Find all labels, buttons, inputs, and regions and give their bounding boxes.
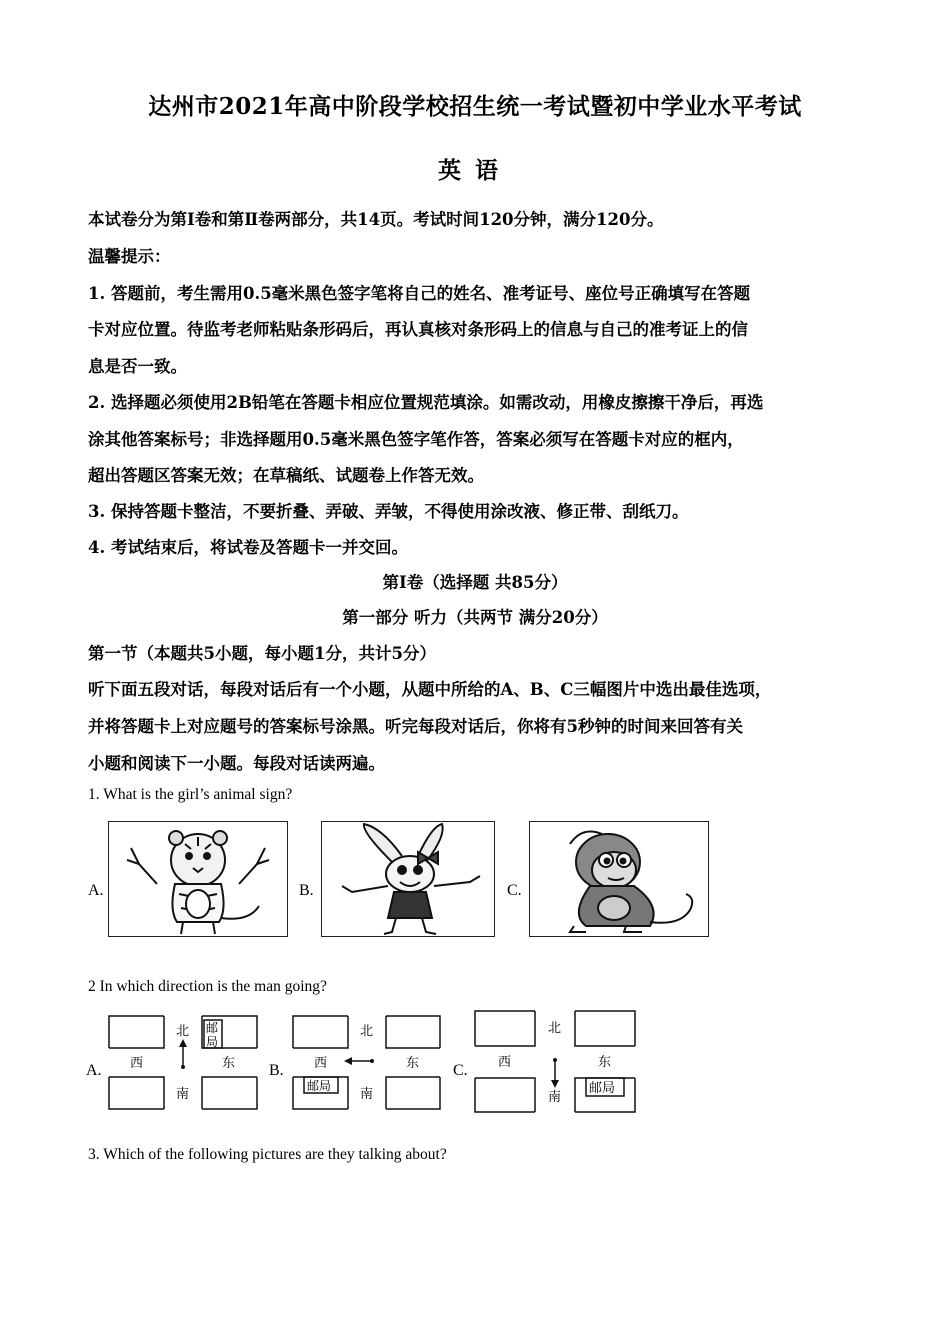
monkey-icon — [530, 822, 708, 936]
question-3: 3. Which of the following pictures are they talking about? — [88, 1146, 447, 1163]
q2-option-a-label: A. — [86, 1062, 102, 1079]
q2-option-a-map[interactable] — [108, 1015, 258, 1110]
map-label-north: 北 — [360, 1024, 374, 1039]
volume-heading: 第Ⅰ卷（选择题 共85分） — [382, 573, 568, 592]
exam-title: 达州市2021年高中阶段学校招生统一考试暨初中学业水平考试 — [148, 93, 802, 120]
q2-option-b-label: B. — [269, 1062, 284, 1079]
map-label-west: 西 — [498, 1055, 512, 1070]
q2-option-c-label: C. — [453, 1062, 468, 1079]
tiger-icon — [109, 822, 287, 936]
map-label-west: 西 — [314, 1056, 328, 1071]
instruction-line: 涂其他答案标号；非选择题用0.5毫米黑色签字笔作答，答案必须写在答题卡对应的框内， — [88, 430, 744, 449]
exam-intro: 本试卷分为第Ⅰ卷和第Ⅱ卷两部分，共14页。考试时间120分钟，满分120分。 — [88, 210, 664, 229]
map-label-post: 邮局 — [307, 1079, 332, 1093]
instruction-line: 4. 考试结束后，将试卷及答题卡一并交回。 — [88, 538, 408, 557]
part-heading: 第一部分 听力（共两节 满分20分） — [342, 608, 608, 627]
directions-line: 并将答题卡上对应题号的答案标号涂黑。听完每段对话后，你将有5秒钟的时间来回答有关 — [88, 717, 743, 736]
instruction-line: 1. 答题前，考生需用0.5毫米黑色签字笔将自己的姓名、准考证号、座位号正确填写在答题 — [88, 284, 751, 303]
map-label-east: 东 — [406, 1056, 420, 1071]
instruction-line: 超出答题区答案无效；在草稿纸、试题卷上作答无效。 — [88, 466, 484, 485]
q1-option-b-picture[interactable] — [321, 821, 495, 937]
map-label-south: 南 — [548, 1090, 562, 1105]
subject-title: 英语 — [438, 157, 512, 184]
question-2: 2 In which direction is the man going? — [88, 978, 327, 995]
map-label-north: 北 — [548, 1021, 562, 1036]
instruction-line: 息是否一致。 — [88, 357, 187, 376]
map-label-south: 南 — [360, 1087, 374, 1102]
directions-line: 小题和阅读下一小题。每段对话读两遍。 — [88, 754, 385, 773]
rabbit-icon — [322, 822, 494, 936]
map-label-post-1: 邮 — [206, 1021, 219, 1035]
q1-option-c-label: C. — [507, 882, 522, 899]
map-label-north: 北 — [176, 1024, 190, 1039]
q1-option-a-label: A. — [88, 882, 104, 899]
map-label-west: 西 — [130, 1056, 144, 1071]
q2-option-c-map[interactable] — [474, 1010, 636, 1113]
q1-option-b-label: B. — [299, 882, 314, 899]
map-label-post-2: 局 — [206, 1035, 219, 1049]
instruction-line: 卡对应位置。待监考老师粘贴条形码后，再认真核对条形码上的信息与自己的准考证上的信 — [88, 320, 748, 339]
q2-option-b-map[interactable] — [292, 1015, 441, 1110]
map-label-south: 南 — [176, 1087, 190, 1102]
section-heading: 第一节（本题共5小题，每小题1分，共计5分） — [88, 644, 436, 663]
map-label-east: 东 — [222, 1056, 236, 1071]
tips-label: 温馨提示： — [88, 247, 171, 266]
directions-line: 听下面五段对话，每段对话后有一个小题，从题中所给的A、B、C三幅图片中选出最佳选项， — [88, 680, 772, 699]
instruction-line: 2. 选择题必须使用2B铅笔在答题卡相应位置规范填涂。如需改动，用橡皮擦擦干净后，再选 — [88, 393, 764, 412]
map-label-east: 东 — [598, 1055, 612, 1070]
instruction-line: 3. 保持答题卡整洁，不要折叠、弄破、弄皱，不得使用涂改液、修正带、刮纸刀。 — [88, 502, 689, 521]
question-1: 1. What is the girl’s animal sign? — [88, 786, 293, 803]
map-label-post: 邮局 — [589, 1081, 616, 1096]
q1-option-a-picture[interactable] — [108, 821, 288, 937]
q1-option-c-picture[interactable] — [529, 821, 709, 937]
